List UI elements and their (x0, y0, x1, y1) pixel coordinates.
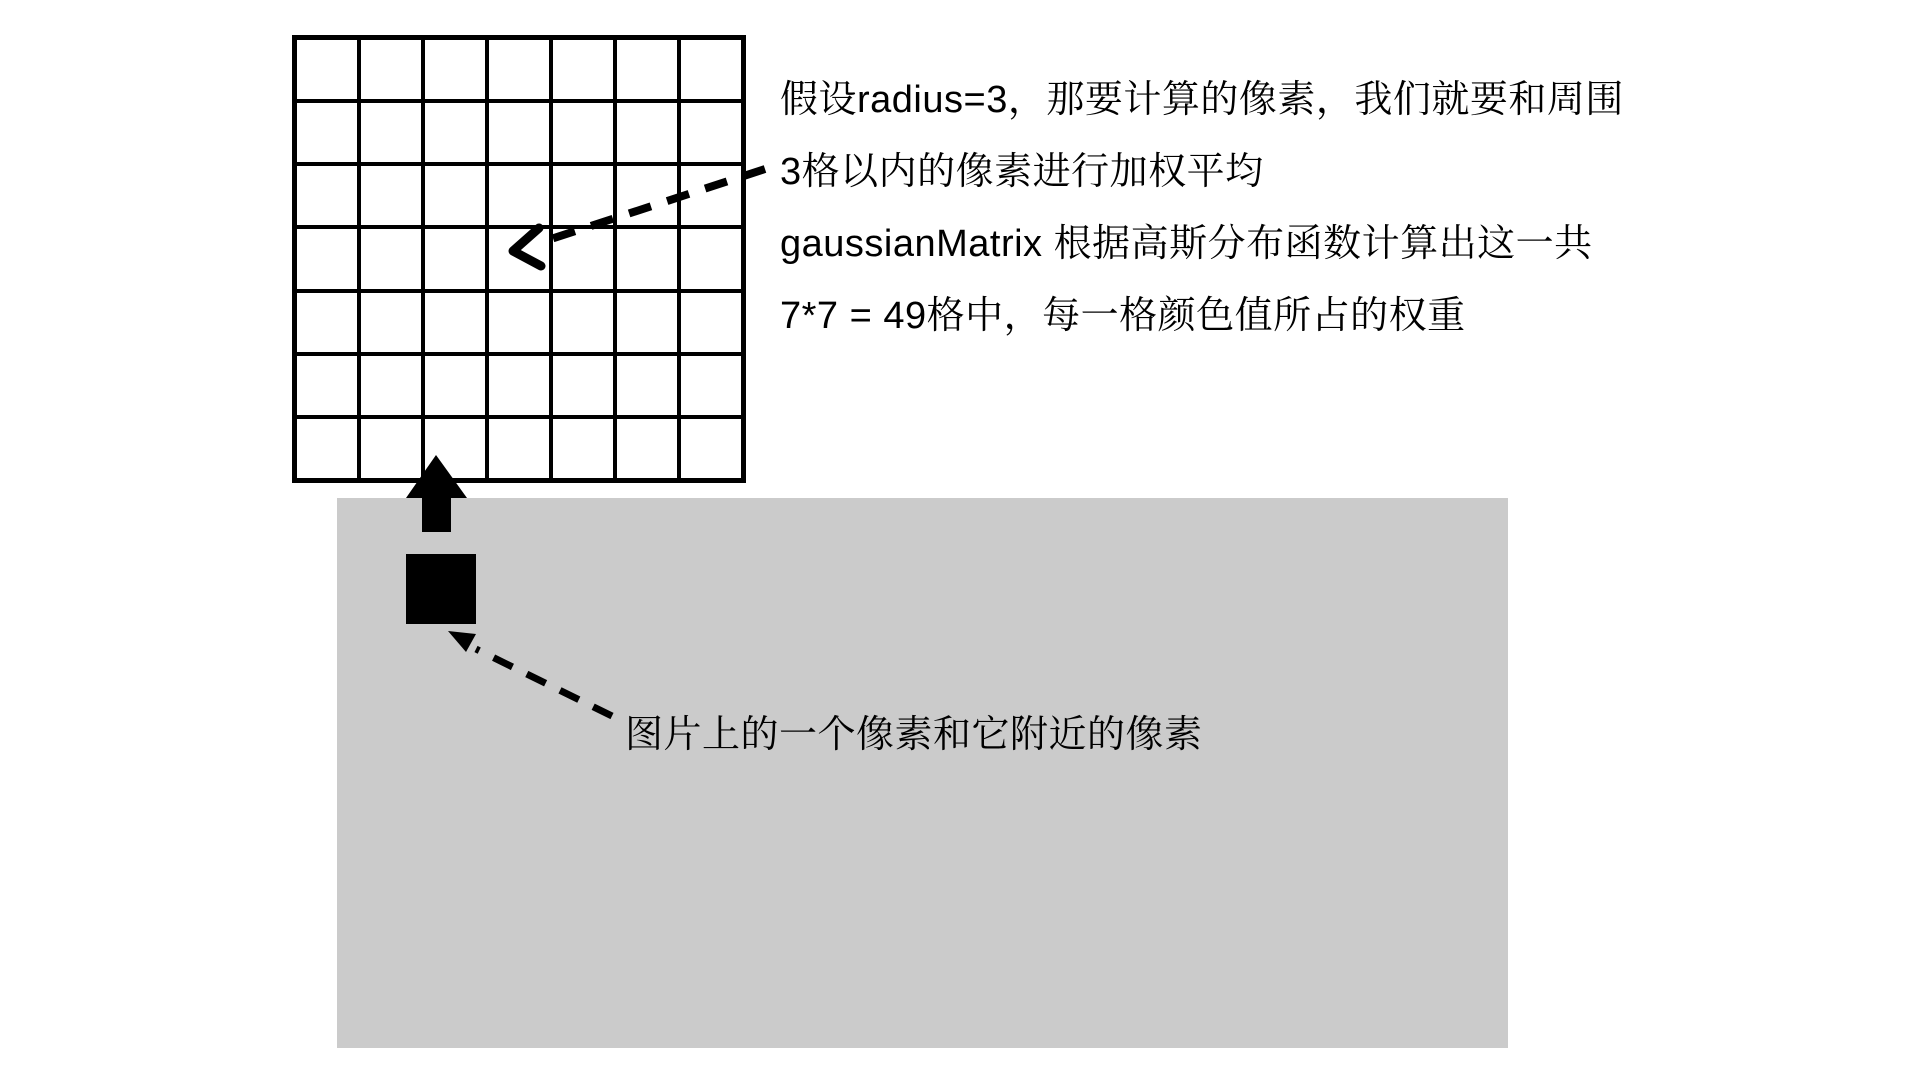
grid-cell (425, 103, 485, 162)
grid-cell (681, 356, 741, 415)
grid-cell (617, 229, 677, 288)
grid-cell (361, 229, 421, 288)
source-image-rect (337, 498, 1508, 1048)
grid-cell (361, 40, 421, 99)
grid-cell (617, 166, 677, 225)
grid-cell (553, 40, 613, 99)
grid-cell (297, 419, 357, 478)
grid-cell (681, 166, 741, 225)
pixel-annotation: 图片上的一个像素和它附近的像素 (625, 714, 1203, 756)
grid-cell (681, 419, 741, 478)
grid-cell (681, 293, 741, 352)
grid-cell (489, 166, 549, 225)
grid-cell (489, 293, 549, 352)
grid-cell (553, 103, 613, 162)
grid-cell (425, 293, 485, 352)
highlighted-pixel-square (406, 554, 476, 624)
grid-cell (425, 166, 485, 225)
grid-cell (617, 356, 677, 415)
grid-cell (553, 356, 613, 415)
grid-cell (297, 356, 357, 415)
grid-cell (489, 229, 549, 288)
grid-cell (297, 40, 357, 99)
grid-cell (425, 356, 485, 415)
grid-cell (553, 419, 613, 478)
grid-cell (361, 419, 421, 478)
grid-cell (297, 166, 357, 225)
grid-cell (489, 40, 549, 99)
grid-cell (489, 419, 549, 478)
grid-cell (617, 40, 677, 99)
grid-cell (553, 166, 613, 225)
grid-cell (681, 229, 741, 288)
grid-cell (617, 293, 677, 352)
grid-cell (425, 229, 485, 288)
grid-cell (681, 40, 741, 99)
radius-annotation (780, 64, 1680, 352)
grid-cell (681, 103, 741, 162)
annotation-line-3: gaussianMatrix 根据高斯分布函数计算出这一共 (780, 223, 1593, 265)
grid-cell (361, 103, 421, 162)
grid-cell (361, 293, 421, 352)
grid-cell (297, 103, 357, 162)
grid-cell (489, 103, 549, 162)
grid-cell (361, 356, 421, 415)
grid-cell (297, 293, 357, 352)
grid-cell (425, 419, 485, 478)
grid-cell (425, 40, 485, 99)
annotation-line-2: 3格以内的像素进行加权平均 (780, 151, 1264, 193)
grid-cell (361, 166, 421, 225)
grid-cell (617, 103, 677, 162)
grid-cell (553, 293, 613, 352)
grid-cell (489, 356, 549, 415)
annotation-line-1: 假设radius=3，那要计算的像素，我们就要和周围 (780, 79, 1624, 121)
grid-cell (617, 419, 677, 478)
gaussian-grid (292, 35, 746, 483)
annotation-line-4: 7*7 = 49格中，每一格颜色值所占的权重 (780, 295, 1466, 337)
grid-cell (297, 229, 357, 288)
grid-cell (553, 229, 613, 288)
